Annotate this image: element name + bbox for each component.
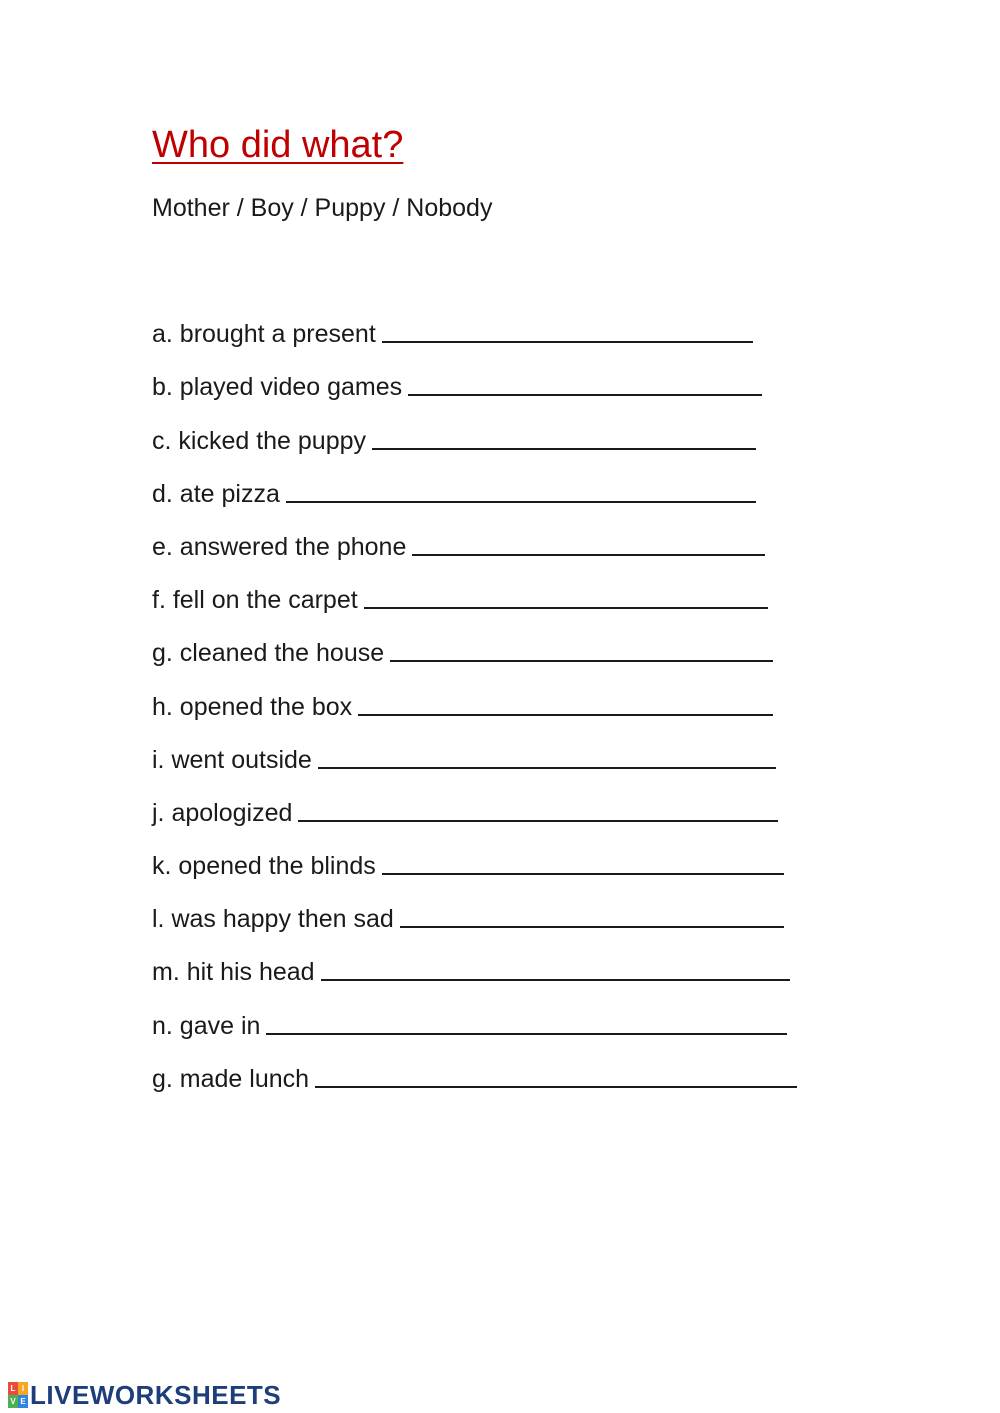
question-item xyxy=(152,934,852,987)
answer-blank[interactable] xyxy=(400,926,784,928)
answer-blank[interactable] xyxy=(412,554,765,556)
question-prompt: f. fell on the carpet xyxy=(152,586,358,615)
question-prompt: g. cleaned the house xyxy=(152,639,385,668)
question-prompt: k. opened the blinds xyxy=(152,852,376,881)
question-item xyxy=(152,775,852,828)
question-prompt: c. kicked the puppy xyxy=(152,426,367,455)
question-prompt: e. answered the phone xyxy=(152,532,407,561)
question-item xyxy=(152,349,852,402)
question-prompt: a. brought a present xyxy=(152,320,376,349)
worksheet-title: Who did what? xyxy=(152,124,404,166)
logo-mark-icon: L I V E xyxy=(8,1382,28,1408)
question-prompt: m. hit his head xyxy=(152,958,315,987)
question-prompt: g. made lunch xyxy=(152,1064,310,1093)
question-prompt: d. ate pizza xyxy=(152,479,280,508)
question-item xyxy=(152,881,852,934)
answer-blank[interactable] xyxy=(318,767,776,769)
question-item xyxy=(152,562,852,615)
question-prompt: i. went outside xyxy=(152,745,312,774)
answer-blank[interactable] xyxy=(321,979,790,981)
question-prompt: l. was happy then sad xyxy=(152,905,394,934)
question-prompt: b. played video games xyxy=(152,373,403,402)
answer-blank[interactable] xyxy=(382,873,784,875)
answer-blank[interactable] xyxy=(315,1086,797,1088)
answer-blank[interactable] xyxy=(298,820,778,822)
answer-blank[interactable] xyxy=(286,501,756,503)
question-item xyxy=(152,722,852,775)
answer-blank[interactable] xyxy=(390,660,773,662)
question-item xyxy=(152,987,852,1040)
question-item xyxy=(152,456,852,509)
logo-text: LIVEWORKSHEETS xyxy=(30,1379,282,1410)
question-list xyxy=(152,296,852,1094)
question-item xyxy=(152,402,852,455)
question-item xyxy=(152,615,852,668)
question-item xyxy=(152,828,852,881)
question-item xyxy=(152,296,852,349)
answer-blank[interactable] xyxy=(382,341,753,343)
answer-options: Mother / Boy / Puppy / Nobody xyxy=(152,194,493,222)
answer-blank[interactable] xyxy=(358,714,773,716)
question-item xyxy=(152,1041,852,1094)
answer-blank[interactable] xyxy=(364,607,768,609)
answer-blank[interactable] xyxy=(408,394,762,396)
answer-blank[interactable] xyxy=(372,448,756,450)
answer-blank[interactable] xyxy=(266,1033,787,1035)
liveworksheets-logo xyxy=(8,1380,281,1410)
question-item xyxy=(152,509,852,562)
question-prompt: n. gave in xyxy=(152,1011,261,1040)
question-item xyxy=(152,668,852,721)
question-prompt: h. opened the box xyxy=(152,692,353,721)
question-prompt: j. apologized xyxy=(152,798,293,827)
